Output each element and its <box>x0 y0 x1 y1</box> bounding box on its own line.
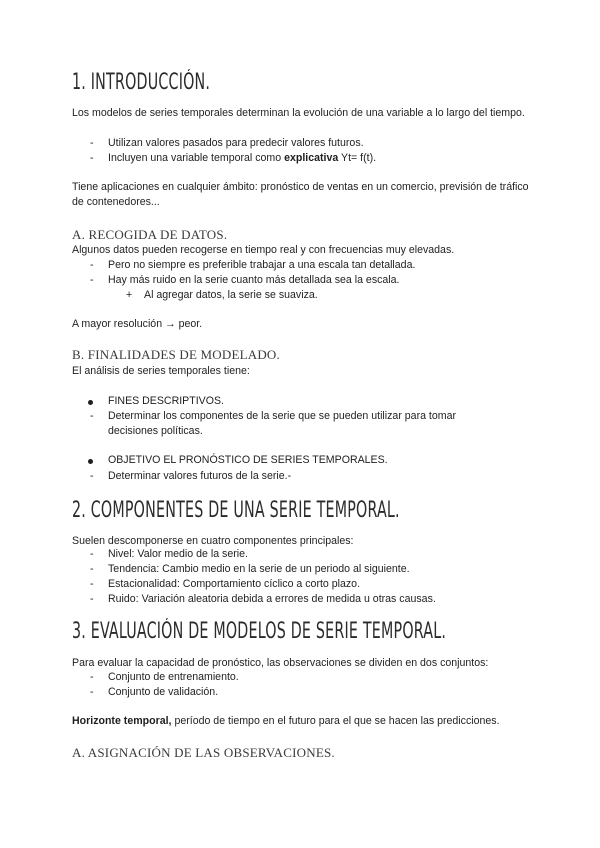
componentes-list-item: Estacionalidad: Comportamiento cíclico a corto plazo. <box>108 578 361 590</box>
recogida-list-item: Hay más ruido en la serie cuanto más detallada sea la escala. <box>108 274 400 286</box>
formula: Yt= f(t). <box>341 152 377 164</box>
finalidades-dash-item: Determinar los componentes de la serie que se pueden utilizar para tomar decisiones políticas. <box>108 410 457 437</box>
list-dash: - <box>90 671 94 683</box>
evaluacion-list-item: Conjunto de validación. <box>108 686 219 698</box>
componentes-list-item: Ruido: Variación aleatoria debida a errores de medida u otras causas. <box>108 593 436 605</box>
list-dash: - <box>90 578 94 590</box>
intro-list-item <box>108 151 376 166</box>
list-dash: - <box>90 548 94 560</box>
list-dash: - <box>90 274 94 286</box>
recogida-heading: A. RECOGIDA DE DATOS. <box>72 227 228 242</box>
finalidades-heading: B. FINALIDADES DE MODELADO. <box>72 347 280 362</box>
intro-applications: Tiene aplicaciones en cualquier ámbito: pronóstico de ventas en un comercio, previsión de tráfico de contenedores... <box>72 181 529 208</box>
recogida-conclusion: A mayor resolución → peor. <box>72 318 203 330</box>
list-dash: - <box>90 152 94 164</box>
intro-paragraph: Los modelos de series temporales determinan la evolución de una variable a lo largo del tiempo. <box>72 107 525 119</box>
list-dash: - <box>90 259 94 271</box>
finalidades-bullet-item: OBJETIVO EL PRONÓSTICO DE SERIES TEMPORALES. <box>108 454 388 466</box>
intro-list-item: Utilizan valores pasados para predecir valores futuros. <box>108 137 364 149</box>
list-dash: - <box>90 563 94 575</box>
horizonte-term: Horizonte temporal, <box>72 715 172 727</box>
evaluacion-heading: 3. EVALUACIÓN DE MODELOS DE SERIE TEMPORAL. <box>72 619 447 644</box>
evaluacion-paragraph: Para evaluar la capacidad de pronóstico, las observaciones se dividen en dos conjuntos: <box>72 657 489 669</box>
recogida-sub-item: Al agregar datos, la serie se suaviza. <box>144 289 318 301</box>
intro-list-text: Incluyen una variable temporal como <box>108 152 282 164</box>
bold-term: explicativa <box>284 152 339 164</box>
recogida-paragraph: Algunos datos pueden recogerse en tiempo real y con frecuencias muy elevadas. <box>72 244 455 256</box>
list-dash: - <box>90 137 94 149</box>
horizonte-definition: período de tiempo en el futuro para el que se hacen las predicciones. <box>174 715 500 727</box>
list-dash: - <box>90 470 94 482</box>
list-dash: - <box>90 410 94 422</box>
list-dash: - <box>90 593 94 605</box>
finalidades-paragraph: El análisis de series temporales tiene: <box>72 365 250 377</box>
horizonte-paragraph <box>72 714 532 729</box>
finalidades-dash-item: Determinar valores futuros de la serie.- <box>108 470 292 482</box>
asignacion-heading: A. ASIGNACIÓN DE LAS OBSERVACIONES. <box>72 745 335 760</box>
componentes-heading: 2. COMPONENTES DE UNA SERIE TEMPORAL. <box>72 498 400 523</box>
componentes-paragraph: Suelen descomponerse en cuatro componentes principales: <box>72 535 354 547</box>
finalidades-bullet-item: FINES DESCRIPTIVOS. <box>108 395 224 407</box>
bullet-dot <box>88 400 93 405</box>
evaluacion-list-item: Conjunto de entrenamiento. <box>108 671 239 683</box>
list-plus: + <box>126 289 133 301</box>
componentes-list-item: Nivel: Valor medio de la serie. <box>108 548 248 560</box>
intro-heading: 1. INTRODUCCIÓN. <box>72 70 211 95</box>
componentes-list-item: Tendencia: Cambio medio en la serie de un periodo al siguiente. <box>108 563 410 575</box>
recogida-list-item: Pero no siempre es preferible trabajar a una escala tan detallada. <box>108 259 416 271</box>
bullet-dot <box>88 459 93 464</box>
list-dash: - <box>90 686 94 698</box>
